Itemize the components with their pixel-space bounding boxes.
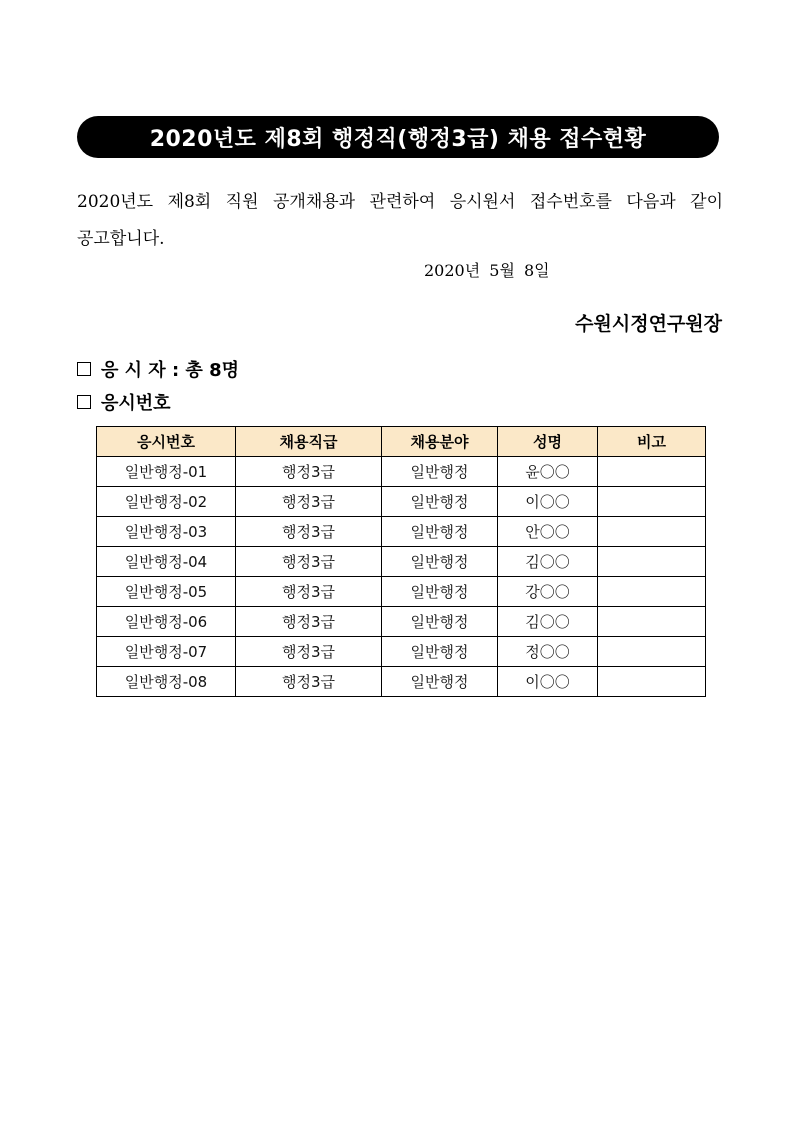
cell-exam-number: 일반행정-05 (97, 577, 236, 607)
announcement-date: 2020년 5월 8일 (424, 261, 550, 280)
cell-exam-number: 일반행정-08 (97, 667, 236, 697)
cell-exam-number: 일반행정-02 (97, 487, 236, 517)
cell-field: 일반행정 (382, 607, 498, 637)
document-title (77, 116, 719, 158)
header-field: 채용분야 (382, 427, 498, 457)
cell-exam-number: 일반행정-07 (97, 637, 236, 667)
cell-field: 일반행정 (382, 637, 498, 667)
cell-name: 이〇〇 (498, 487, 598, 517)
cell-rank: 행정3급 (236, 637, 382, 667)
document-title-text: 2020년도 제8회 행정직(행정3급) 채용 접수현황 (149, 126, 647, 152)
cell-field: 일반행정 (382, 517, 498, 547)
cell-name: 김〇〇 (498, 547, 598, 577)
cell-field: 일반행정 (382, 577, 498, 607)
applicants-count-text: 응 시 자 : 총 8명 (101, 360, 239, 381)
cell-rank: 행정3급 (236, 667, 382, 697)
cell-name: 정〇〇 (498, 637, 598, 667)
applicant-table (96, 426, 706, 697)
cell-exam-number: 일반행정-01 (97, 457, 236, 487)
table-row (97, 577, 706, 607)
cell-exam-number: 일반행정-03 (97, 517, 236, 547)
cell-remarks (598, 577, 706, 607)
cell-field: 일반행정 (382, 457, 498, 487)
cell-exam-number: 일반행정-04 (97, 547, 236, 577)
table-row (97, 637, 706, 667)
table-row (97, 517, 706, 547)
header-name: 성명 (498, 427, 598, 457)
header-exam-number: 응시번호 (97, 427, 236, 457)
cell-remarks (598, 667, 706, 697)
applicants-count-item (77, 356, 239, 382)
exam-number-heading-text: 응시번호 (101, 393, 171, 414)
intro-paragraph: 2020년도 제8회 직원 공개채용과 관련하여 응시원서 접수번호를 다음과 같이 공고합니다. (77, 192, 723, 249)
cell-field: 일반행정 (382, 667, 498, 697)
cell-name: 강〇〇 (498, 577, 598, 607)
table-row (97, 487, 706, 517)
cell-rank: 행정3급 (236, 547, 382, 577)
cell-remarks (598, 457, 706, 487)
cell-field: 일반행정 (382, 547, 498, 577)
checkbox-square-icon (77, 395, 91, 409)
cell-name: 김〇〇 (498, 607, 598, 637)
cell-field: 일반행정 (382, 487, 498, 517)
cell-rank: 행정3급 (236, 457, 382, 487)
cell-name: 안〇〇 (498, 517, 598, 547)
cell-remarks (598, 487, 706, 517)
cell-rank: 행정3급 (236, 577, 382, 607)
cell-remarks (598, 607, 706, 637)
exam-number-heading-item (77, 389, 171, 415)
table-row (97, 667, 706, 697)
issuing-organization: 수원시정연구원장 (575, 313, 722, 335)
table-row (97, 457, 706, 487)
cell-name: 윤〇〇 (498, 457, 598, 487)
cell-remarks (598, 517, 706, 547)
cell-rank: 행정3급 (236, 487, 382, 517)
table-row (97, 547, 706, 577)
cell-rank: 행정3급 (236, 517, 382, 547)
cell-rank: 행정3급 (236, 607, 382, 637)
cell-name: 이〇〇 (498, 667, 598, 697)
cell-remarks (598, 637, 706, 667)
header-remarks: 비고 (598, 427, 706, 457)
checkbox-square-icon (77, 362, 91, 376)
header-rank: 채용직급 (236, 427, 382, 457)
cell-exam-number: 일반행정-06 (97, 607, 236, 637)
table-header-row (97, 427, 706, 457)
cell-remarks (598, 547, 706, 577)
table-row (97, 607, 706, 637)
